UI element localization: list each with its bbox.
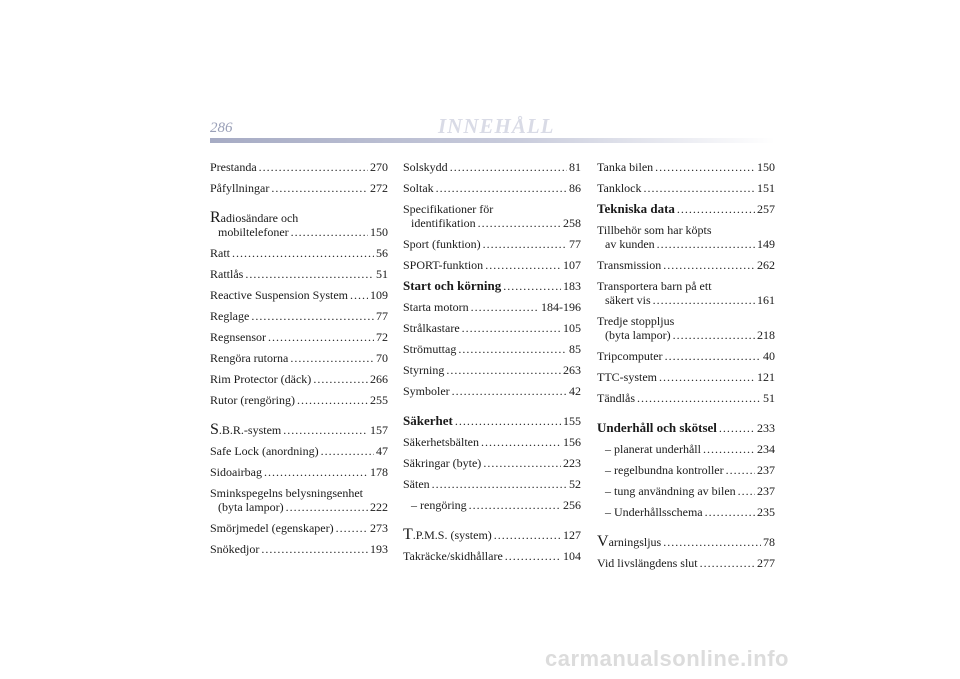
index-entry [403,435,581,449]
entry-text [210,465,262,479]
entry-text [597,349,663,363]
dot-leader [251,309,374,323]
entry-label: Snökedjor [210,542,260,556]
entry-text-line2: av kunden [605,237,655,251]
entry-row [597,237,775,251]
entry-text [210,267,243,281]
dot-leader [436,181,567,195]
dot-leader [455,414,561,428]
dot-leader [503,279,561,293]
entry-label: Säkringar (byte) [403,456,482,470]
dot-leader [245,267,374,281]
dot-leader [297,393,368,407]
dot-leader [291,225,368,239]
entry-row [597,328,775,342]
index-entry [403,477,581,491]
entry-text [597,160,653,174]
dot-leader [271,181,368,195]
entry-page: 256 [563,498,581,512]
index-entry [597,314,775,342]
entry-page: 127 [563,528,581,542]
index-entry [210,211,388,239]
entry-page: 150 [370,225,388,239]
dot-leader [665,349,761,363]
entry-text [210,351,288,365]
entry-label: – rengöring [411,498,467,512]
entry-row [403,216,581,230]
entry-page: 237 [757,463,775,477]
entry-text [597,181,641,195]
index-column-2 [403,160,581,570]
index-entry [403,384,581,398]
entry-label: Tanklock [597,181,642,195]
page-number: 286 [210,120,233,136]
entry-text [210,542,259,556]
entry-label: Reactive Suspension System [210,288,348,302]
entry-text [597,391,635,405]
entry-text [597,421,717,435]
dot-leader [659,370,755,384]
entry-page: 222 [370,500,388,514]
entry-page: 51 [763,391,775,405]
entry-text-line2: säkert vis [605,293,651,307]
entry-page: 266 [370,372,388,386]
entry-page: 40 [763,349,775,363]
index-entry [403,160,581,174]
index-entry [597,160,775,174]
index-entry [210,181,388,195]
entry-label: Vid livslängdens slut [597,556,698,570]
entry-page: 273 [370,521,388,535]
index-entry [403,258,581,272]
entry-page: 258 [563,216,581,230]
entry-text [210,160,257,174]
index-entry [597,349,775,363]
entry-page: 178 [370,465,388,479]
dot-leader [719,421,755,435]
page-header [210,112,775,148]
entry-label: – tung användning av bilen [605,484,736,498]
index-entry [210,309,388,323]
entry-label: Säkerhet [403,413,453,428]
entry-text [597,463,724,477]
index-entry [403,202,581,230]
index-entry [597,202,775,216]
entry-text [403,414,453,428]
entry-page: 263 [563,363,581,377]
entry-page: 151 [757,181,775,195]
index-entry [403,456,581,470]
dot-leader [350,288,368,302]
dot-leader [432,477,567,491]
entry-label: Ratt [210,246,230,260]
index-entry [403,279,581,293]
entry-label: Styrning [403,363,445,377]
entry-text [403,549,503,563]
entry-text [210,444,319,458]
index-entry [403,363,581,377]
index-entry [597,370,775,384]
entry-text [597,202,675,216]
entry-page: 223 [563,456,581,470]
index-entry [210,444,388,458]
entry-text-line1: Transportera barn på ett [597,279,712,293]
entry-page: 272 [370,181,388,195]
entry-label: Starta motorn [403,300,469,314]
dot-leader [705,505,755,519]
index-entry [597,223,775,251]
entry-label: Säkerhetsbälten [403,435,479,449]
entry-text [597,279,775,293]
entry-page: 47 [376,444,388,458]
entry-page: 262 [757,258,775,272]
index-entry [210,423,388,437]
entry-page: 235 [757,505,775,519]
entry-text-line1: Tillbehör som har köpts [597,223,712,237]
entry-label: Takräcke/skidhållare [403,549,503,563]
entry-label: Säten [403,477,430,491]
entry-page: 183 [563,279,581,293]
entry-page: 233 [757,421,775,435]
entry-page: 121 [757,370,775,384]
entry-text [403,456,481,470]
dot-leader [677,202,755,216]
dot-leader [458,342,567,356]
index-entry [403,300,581,314]
dot-leader [673,328,755,342]
entry-page: 109 [370,288,388,302]
dot-leader [643,181,755,195]
entry-text-line1: adiosändare och [220,211,299,225]
entry-row [210,500,388,514]
entry-text [210,393,295,407]
entry-text [597,314,775,328]
entry-text [597,442,701,456]
index-entry [597,505,775,519]
entry-initial: S [210,421,219,438]
entry-text [597,258,661,272]
entry-label: Tripcomputer [597,349,663,363]
entry-label: Påfyllningar [210,181,270,195]
entry-row [210,225,388,239]
index-entry [597,391,775,405]
entry-label: Rattlås [210,267,244,281]
entry-label: Smörjmedel (egenskaper) [210,521,334,535]
entry-text-line1: Specifikationer för [403,202,494,216]
entry-label: Rutor (rengöring) [210,393,295,407]
entry-page: 270 [370,160,388,174]
index-entry [403,498,581,512]
index-entry [597,484,775,498]
entry-text [403,477,430,491]
entry-text [403,435,479,449]
entry-label: arningsljus [608,535,662,549]
dot-leader [483,237,567,251]
entry-text-line1: Sminkspegelns belysningsenhet [210,486,363,500]
entry-label: Sport (funktion) [403,237,481,251]
entry-page: 86 [569,181,581,195]
entry-label: Safe Lock (anordning) [210,444,319,458]
entry-label: Tekniska data [597,201,675,216]
entry-text [403,321,460,335]
entry-text [403,300,469,314]
entry-page: 56 [376,246,388,260]
index-entry [597,463,775,477]
index-entry [210,542,388,556]
dot-leader [452,384,567,398]
entry-label: – planerat underhåll [605,442,701,456]
entry-label: Tanka bilen [597,160,654,174]
entry-text [403,160,448,174]
index-entry [403,549,581,563]
index-entry [210,246,388,260]
index-entry [597,442,775,456]
entry-page: 85 [569,342,581,356]
entry-text [210,181,269,195]
entry-initial: T [403,526,413,543]
entry-text-line2: mobiltelefoner [218,225,289,239]
entry-text [403,528,492,542]
index-entry [210,267,388,281]
entry-text [403,342,456,356]
dot-leader [450,160,567,174]
entry-text-line1: Tredje stoppljus [597,314,675,328]
dot-leader [637,391,761,405]
entry-text [597,505,703,519]
index-entry [210,330,388,344]
index-entry [403,237,581,251]
dot-leader [446,363,561,377]
entry-label: – regelbundna kontroller [605,463,724,477]
entry-label: – Underhållsschema [605,505,703,519]
entry-initial: R [210,209,221,226]
entry-text [403,363,444,377]
entry-label: Sidoairbag [210,465,262,479]
index-entry [403,321,581,335]
index-entry [597,258,775,272]
entry-text [403,498,467,512]
dot-leader [700,556,755,570]
index-entry [403,181,581,195]
dot-leader [738,484,755,498]
dot-leader [268,330,374,344]
entry-page: 277 [757,556,775,570]
dot-leader [290,351,374,365]
dot-leader [283,423,368,437]
entry-label: Prestanda [210,160,257,174]
dot-leader [313,372,368,386]
dot-leader [478,216,561,230]
entry-page: 77 [569,237,581,251]
entry-page: 51 [376,267,388,281]
dot-leader [259,160,368,174]
entry-page: 150 [757,160,775,174]
index-entry [597,556,775,570]
dot-leader [336,521,368,535]
entry-text [403,258,483,272]
dot-leader [485,258,561,272]
index-column-1 [210,160,388,563]
entry-text-line2: (byta lampor) [218,500,284,514]
entry-page: 81 [569,160,581,174]
entry-page: 104 [563,549,581,563]
index-entry [210,486,388,514]
entry-text-line2: (byta lampor) [605,328,671,342]
entry-text [210,521,334,535]
entry-text [210,330,266,344]
entry-text [210,423,281,437]
entry-initial: V [597,533,609,550]
entry-text [210,246,230,260]
index-entry [597,421,775,435]
entry-page: 218 [757,328,775,342]
entry-page: 156 [563,435,581,449]
entry-page: 161 [757,293,775,307]
entry-label: Solskydd [403,160,448,174]
entry-text [597,535,661,549]
dot-leader [261,542,368,556]
dot-leader [462,321,561,335]
dot-leader [657,237,755,251]
entry-text [210,288,348,302]
entry-page: 155 [563,414,581,428]
dot-leader [726,463,755,477]
dot-leader [663,258,755,272]
dot-leader [483,456,561,470]
entry-text [403,384,450,398]
entry-text [597,484,736,498]
index-entry [210,288,388,302]
entry-page: 257 [757,202,775,216]
page-title: INNEHÅLL [438,114,555,138]
entry-page: 52 [569,477,581,491]
entry-page: 157 [370,423,388,437]
entry-page: 107 [563,258,581,272]
entry-text [597,223,775,237]
entry-label: Rengöra rutorna [210,351,289,365]
entry-label: Soltak [403,181,434,195]
entry-label: Tändlås [597,391,635,405]
entry-label: Start och körning [403,278,502,293]
entry-label: Symboler [403,384,450,398]
index-entry [210,393,388,407]
entry-page: 78 [763,535,775,549]
index-entry [210,372,388,386]
index-entry [597,535,775,549]
entry-text [403,279,501,293]
entry-label: .B.R.-system [218,423,282,437]
dot-leader [505,549,561,563]
entry-text [210,486,388,500]
dot-leader [481,435,561,449]
entry-page: 234 [757,442,775,456]
entry-label: SPORT-funktion [403,258,484,272]
entry-label: Regnsensor [210,330,266,344]
dot-leader [286,500,368,514]
entry-text [597,370,657,384]
entry-page: 42 [569,384,581,398]
entry-label: Transmission [597,258,662,272]
entry-label: .P.M.S. (system) [412,528,492,542]
watermark: carmanualsonline.info [545,646,789,671]
entry-text [210,211,388,225]
entry-page: 70 [376,351,388,365]
entry-label: Rim Protector (däck) [210,372,312,386]
index-entry [403,414,581,428]
dot-leader [703,442,755,456]
entry-text [210,309,249,323]
entry-page: 184-196 [541,300,581,314]
dot-leader [494,528,561,542]
entry-text [403,237,481,251]
dot-leader [655,160,755,174]
entry-text [597,556,698,570]
entry-page: 149 [757,237,775,251]
dot-leader [471,300,539,314]
index-entry [210,160,388,174]
entry-label: Strömuttag [403,342,457,356]
index-entry [210,521,388,535]
entry-text [403,202,581,216]
dot-leader [653,293,755,307]
entry-page: 72 [376,330,388,344]
entry-text [210,372,311,386]
index-column-3 [597,160,775,577]
entry-page: 255 [370,393,388,407]
entry-page: 237 [757,484,775,498]
index-entry [597,279,775,307]
entry-page: 105 [563,321,581,335]
dot-leader [321,444,374,458]
dot-leader [663,535,761,549]
index-entry [210,465,388,479]
entry-row [597,293,775,307]
dot-leader [469,498,561,512]
entry-label: TTC-system [597,370,657,384]
entry-page: 193 [370,542,388,556]
index-entry [403,342,581,356]
entry-text-line2: identifikation [411,216,476,230]
entry-text [403,181,434,195]
dot-leader [232,246,374,260]
index-entry [597,181,775,195]
index-entry [210,351,388,365]
entry-label: Underhåll och skötsel [597,420,717,435]
entry-label: Strålkastare [403,321,460,335]
header-rule [210,138,775,143]
index-entry [403,528,581,542]
entry-label: Reglage [210,309,250,323]
dot-leader [264,465,368,479]
entry-page: 77 [376,309,388,323]
